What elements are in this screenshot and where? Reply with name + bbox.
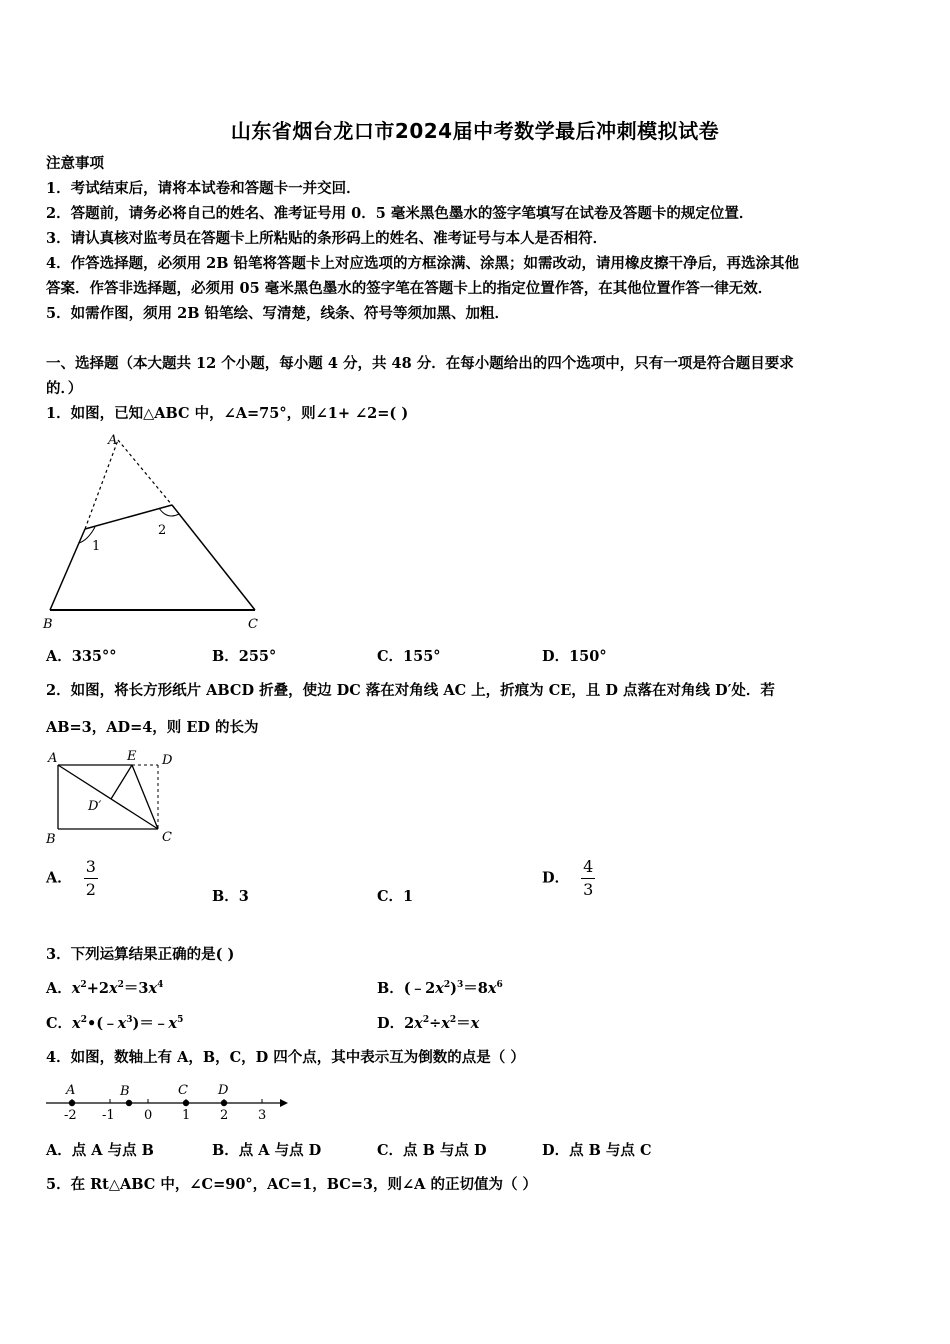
q2-stem-line2: AB=3，AD=4，则 ED 的长为	[46, 719, 259, 736]
q2-label-b: B	[46, 832, 56, 847]
section-heading-cont: 的．）	[46, 380, 83, 397]
q2-stem-line1: 2．如图，将长方形纸片 ABCD 折叠，使边 DC 落在对角线 AC 上，折痕为 CE，且 D 点落在对角线 D′处．若	[46, 682, 775, 699]
q4-label-b: B	[120, 1084, 130, 1099]
q3-option-c: C．$x^2•(﹣x^3)=﹣x^5$	[46, 1015, 184, 1032]
notice-item-2: 2．答题前，请务必将自己的姓名、准考证号用 0．5 毫米黑色墨水的签字笔填写在试卷及答题卡的规定位置．	[46, 205, 754, 222]
q1-label-1: 1	[92, 539, 101, 554]
q2-option-d-fraction	[581, 858, 595, 899]
q2-label-d-prime: D′	[88, 799, 102, 814]
q2-option-d-numerator: 4	[581, 858, 595, 879]
q4-label-a: A	[66, 1083, 76, 1098]
q2-option-d-denominator: 3	[583, 880, 594, 899]
q1-label-2: 2	[158, 523, 167, 538]
q4-tick-1: 1	[182, 1108, 191, 1123]
q4-option-c: C．点 B 与点 D	[377, 1142, 487, 1159]
q1-side-ac-dashed	[118, 440, 172, 505]
q1-option-b: B．255°	[212, 648, 277, 665]
q2-option-d	[542, 858, 595, 899]
q1-option-a: A．335°°	[46, 648, 117, 665]
notice-item-1: 1．考试结束后，请将本试卷和答题卡一并交回．	[46, 180, 361, 197]
q1-triangle-figure	[42, 432, 272, 632]
q4-option-d: D．点 B 与点 C	[542, 1142, 652, 1159]
q1-stem: 1．如图，已知△ABC 中，∠A=75°，则∠1+ ∠2=( )	[46, 405, 409, 422]
q4-tick-neg2: -2	[64, 1108, 77, 1123]
q4-label-d: D	[218, 1083, 229, 1098]
q3-option-c-label: C．	[46, 1015, 73, 1032]
notice-item-4-cont: 答案．作答非选择题，必须用 05 毫米黑色墨水的签字笔在答题卡上的指定位置作答，在其他位置作答一律无效．	[46, 280, 773, 297]
q4-tick-neg1: -1	[102, 1108, 115, 1123]
notice-item-3: 3．请认真核对监考员在答题卡上所粘贴的条形码上的姓名、准考证号与本人是否相符．	[46, 230, 608, 247]
q5-stem: 5．在 Rt△ABC 中，∠C=90°，AC=1，BC=3，则∠A 的正切值为（ ）	[46, 1176, 537, 1193]
q3-option-a: A．$x^2+2x^2=3x^4$	[46, 980, 164, 997]
q2-option-a-numerator: 3	[84, 858, 98, 879]
q3-option-b-label: B．	[377, 980, 404, 997]
notice-item-5: 5．如需作图，须用 2B 铅笔绘、写清楚，线条、符号等须加黑、加粗．	[46, 305, 510, 322]
q2-option-c: C．1	[377, 888, 414, 905]
q4-tick-3: 3	[258, 1108, 267, 1123]
q2-option-a-denominator: 2	[85, 880, 96, 899]
q2-label-d: D	[162, 753, 173, 768]
notice-heading: 注意事项	[46, 155, 104, 172]
q4-point-c	[183, 1100, 189, 1106]
q4-stem: 4．如图，数轴上有 A，B，C，D 四个点，其中表示互为倒数的点是（ ）	[46, 1049, 525, 1066]
q4-number-line	[42, 1078, 292, 1123]
q1-label-b: B	[43, 617, 53, 632]
section-heading: 一、选择题（本大题共 12 个小题，每小题 4 分，共 48 分．在每小题给出的四个选项中，只有一项是符合题目要求	[46, 355, 794, 372]
q2-option-d-label: D．	[542, 869, 570, 887]
q3-option-d: D．$2x^2\div x^2=x$	[377, 1015, 480, 1032]
q3-stem: 3．下列运算结果正确的是( )	[46, 946, 235, 963]
q3-option-b: B．$(﹣2x^2)^3=8x^6$	[377, 980, 503, 997]
q1-option-c: C．155°	[377, 648, 441, 665]
q2-label-c: C	[162, 830, 172, 845]
q4-tick-2: 2	[220, 1108, 229, 1123]
q2-label-a: A	[48, 751, 58, 766]
q4-point-b	[126, 1100, 132, 1106]
q2-rectangle-figure	[42, 745, 192, 850]
q2-label-e: E	[127, 749, 137, 764]
q2-option-a-fraction	[84, 858, 98, 899]
notice-item-4: 4．作答选择题，必须用 2B 铅笔将答题卡上对应选项的方框涂满、涂黑；如需改动，请用橡皮擦干净后，再选涂其他	[46, 255, 800, 272]
q4-tick-0: 0	[144, 1108, 153, 1123]
q4-axis-arrow	[280, 1099, 288, 1107]
q1-label-a: A	[108, 433, 118, 448]
q2-option-a	[46, 858, 98, 899]
q3-option-a-label: A．	[46, 980, 72, 997]
q1-side-ab-lower	[50, 529, 85, 610]
page-title: 山东省烟台龙口市2024届中考数学最后冲刺模拟试卷	[230, 119, 720, 143]
q4-option-b: B．点 A 与点 D	[212, 1142, 322, 1159]
q2-option-b: B．3	[212, 888, 249, 905]
q3-option-d-label: D．	[377, 1015, 405, 1032]
q1-label-c: C	[248, 617, 258, 632]
q1-side-ab-dashed	[85, 440, 118, 529]
q4-point-a	[69, 1100, 75, 1106]
q2-option-a-label: A．	[46, 869, 72, 887]
q4-option-a: A．点 A 与点 B	[46, 1142, 154, 1159]
q1-side-ac-lower	[172, 505, 255, 610]
q4-label-c: C	[178, 1083, 188, 1098]
q1-option-d: D．150°	[542, 648, 607, 665]
q4-point-d	[221, 1100, 227, 1106]
